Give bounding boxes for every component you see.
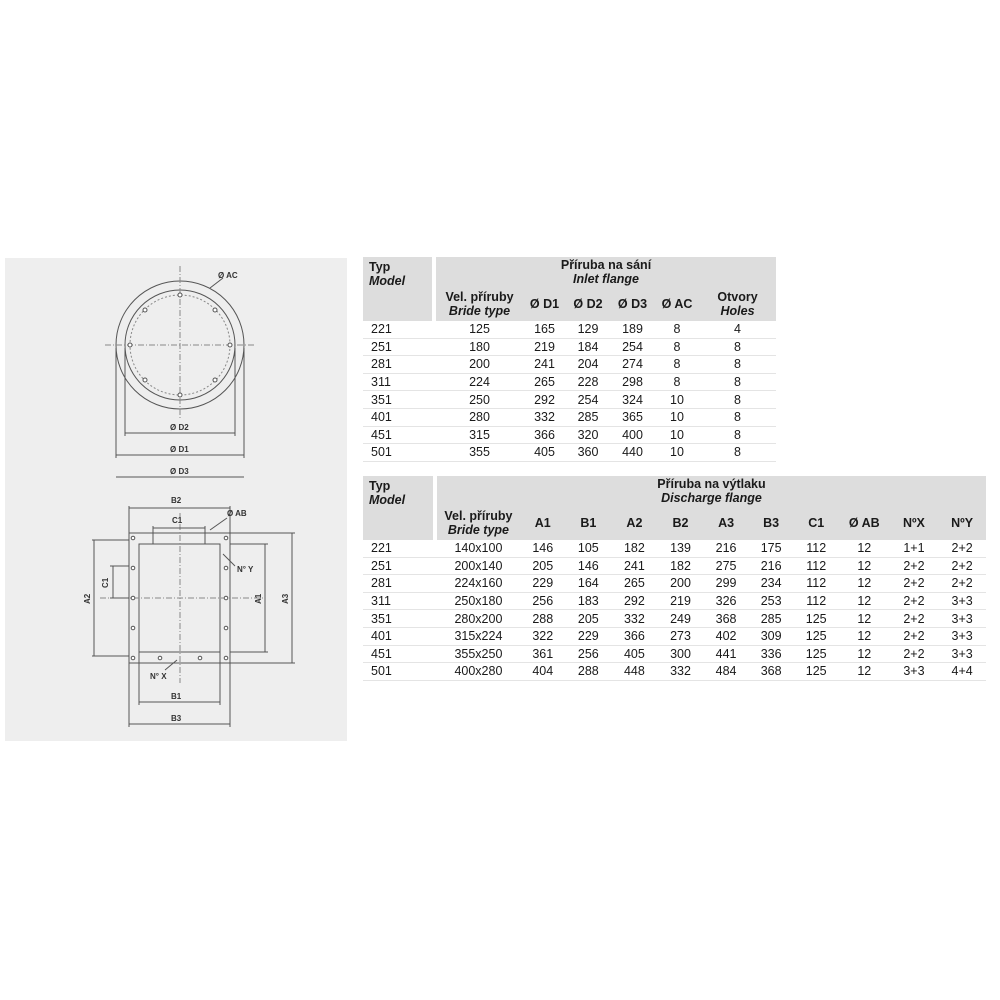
inlet-value-cell: 224: [436, 373, 523, 391]
discharge-model-cell: 251: [363, 557, 433, 575]
inlet-value-cell: 8: [699, 444, 776, 462]
discharge-value-cell: 332: [611, 610, 658, 628]
inlet-column-header: [436, 287, 523, 321]
discharge-value-cell: 146: [520, 540, 566, 557]
inlet-model-cell: 311: [363, 373, 432, 391]
discharge-value-cell: 241: [611, 557, 658, 575]
discharge-model-cell: 221: [363, 540, 433, 557]
discharge-group-title: Příruba na výtlaku: [657, 477, 766, 491]
discharge-column-header-label: NºX: [902, 516, 925, 530]
discharge-value-cell: 112: [793, 592, 839, 610]
discharge-typ-header: [363, 476, 433, 540]
table-row: [363, 373, 776, 391]
discharge-value-cell: 2+2: [890, 627, 939, 645]
discharge-column-header: [793, 506, 839, 540]
inlet-group-title: Příruba na sání: [560, 258, 652, 272]
discharge-value-cell: 2+2: [938, 557, 986, 575]
label-nx: N° X: [150, 672, 167, 681]
discharge-column-header-sublabel: Bride type: [447, 523, 510, 537]
discharge-value-cell: 140x100: [437, 540, 520, 557]
discharge-value-cell: 402: [703, 627, 749, 645]
discharge-value-cell: 253: [749, 592, 794, 610]
inlet-value-cell: 315: [436, 426, 523, 444]
inlet-model-label: Model: [369, 274, 406, 288]
discharge-value-cell: 205: [566, 610, 612, 628]
label-a3: A3: [281, 593, 290, 604]
discharge-column-header-label: A3: [718, 516, 735, 530]
discharge-model-cell: 451: [363, 645, 433, 663]
inlet-column-header: [566, 287, 610, 321]
discharge-value-cell: 182: [611, 540, 658, 557]
discharge-value-cell: 12: [839, 557, 890, 575]
table-row: [363, 557, 986, 575]
discharge-column-header: [611, 506, 658, 540]
discharge-value-cell: 250x180: [437, 592, 520, 610]
discharge-value-cell: 484: [703, 663, 749, 681]
discharge-value-cell: 2+2: [938, 575, 986, 593]
inlet-column-header-label: Ø D1: [529, 297, 560, 311]
inlet-value-cell: 400: [610, 426, 655, 444]
table-row: [363, 391, 776, 409]
inlet-value-cell: 125: [436, 321, 523, 338]
discharge-value-cell: 12: [839, 592, 890, 610]
inlet-model-cell: 251: [363, 338, 432, 356]
label-ac: Ø AC: [218, 271, 238, 280]
inlet-column-header-label: Ø D2: [573, 297, 603, 311]
discharge-value-cell: 2+2: [890, 592, 939, 610]
discharge-value-cell: 112: [793, 540, 839, 557]
discharge-column-header-label: A2: [626, 516, 643, 530]
inlet-value-cell: 405: [523, 444, 566, 462]
table-row: [363, 645, 986, 663]
discharge-value-cell: 3+3: [938, 627, 986, 645]
discharge-value-cell: 219: [658, 592, 704, 610]
inlet-value-cell: 8: [699, 426, 776, 444]
discharge-value-cell: 299: [703, 575, 749, 593]
discharge-value-cell: 146: [566, 557, 612, 575]
inlet-value-cell: 265: [523, 373, 566, 391]
discharge-value-cell: 292: [611, 592, 658, 610]
discharge-value-cell: 448: [611, 663, 658, 681]
inlet-flange-table: [363, 257, 776, 462]
discharge-column-header: [839, 506, 890, 540]
discharge-column-header: [566, 506, 612, 540]
table-row: [363, 627, 986, 645]
inlet-value-cell: 184: [566, 338, 610, 356]
inlet-column-header-label: Ø AC: [661, 297, 693, 311]
inlet-value-cell: 200: [436, 356, 523, 374]
discharge-value-cell: 125: [793, 610, 839, 628]
discharge-column-header: [938, 506, 986, 540]
discharge-column-header: [749, 506, 794, 540]
discharge-value-cell: 12: [839, 663, 890, 681]
discharge-value-cell: 285: [749, 610, 794, 628]
discharge-column-header: [437, 506, 520, 540]
discharge-value-cell: 12: [839, 645, 890, 663]
inlet-value-cell: 250: [436, 391, 523, 409]
inlet-group-header: [436, 257, 776, 287]
discharge-value-cell: 315x224: [437, 627, 520, 645]
inlet-value-cell: 10: [655, 444, 699, 462]
discharge-model-cell: 351: [363, 610, 433, 628]
discharge-value-cell: 322: [520, 627, 566, 645]
discharge-column-header: [658, 506, 704, 540]
inlet-value-cell: 4: [699, 321, 776, 338]
inlet-value-cell: 8: [655, 321, 699, 338]
discharge-value-cell: 105: [566, 540, 612, 557]
discharge-value-cell: 125: [793, 627, 839, 645]
discharge-value-cell: 200: [658, 575, 704, 593]
discharge-value-cell: 326: [703, 592, 749, 610]
discharge-value-cell: 12: [839, 627, 890, 645]
label-ny: N° Y: [237, 565, 254, 574]
inlet-model-cell: 281: [363, 356, 432, 374]
inlet-value-cell: 8: [655, 356, 699, 374]
inlet-typ-label: Typ: [369, 260, 391, 274]
table-row: [363, 426, 776, 444]
table-row: [363, 356, 776, 374]
discharge-column-header-label: Vel. příruby: [444, 509, 513, 523]
discharge-model-cell: 311: [363, 592, 433, 610]
discharge-value-cell: 4+4: [938, 663, 986, 681]
discharge-value-cell: 404: [520, 663, 566, 681]
discharge-column-header-label: B3: [763, 516, 780, 530]
label-d1: Ø D1: [170, 445, 189, 454]
discharge-value-cell: 1+1: [890, 540, 939, 557]
inlet-value-cell: 219: [523, 338, 566, 356]
discharge-value-cell: 256: [566, 645, 612, 663]
discharge-value-cell: 125: [793, 645, 839, 663]
inlet-value-cell: 254: [566, 391, 610, 409]
inlet-value-cell: 298: [610, 373, 655, 391]
discharge-flange-table: [363, 476, 986, 681]
discharge-value-cell: 216: [749, 557, 794, 575]
table-row: [363, 592, 986, 610]
discharge-value-cell: 309: [749, 627, 794, 645]
discharge-value-cell: 3+3: [938, 610, 986, 628]
inlet-column-header: [699, 287, 776, 321]
flange-drawing-panel: [5, 258, 347, 741]
discharge-value-cell: 280x200: [437, 610, 520, 628]
discharge-value-cell: 164: [566, 575, 612, 593]
discharge-value-cell: 361: [520, 645, 566, 663]
discharge-value-cell: 112: [793, 575, 839, 593]
inlet-column-header-sublabel: Bride type: [448, 304, 511, 318]
label-a2: A2: [83, 593, 92, 604]
discharge-value-cell: 12: [839, 610, 890, 628]
inlet-value-cell: 8: [699, 408, 776, 426]
discharge-value-cell: 2+2: [890, 557, 939, 575]
discharge-column-header: [703, 506, 749, 540]
discharge-column-header-label: NºY: [951, 516, 974, 530]
discharge-value-cell: 300: [658, 645, 704, 663]
discharge-value-cell: 182: [658, 557, 704, 575]
table-row: [363, 444, 776, 462]
inlet-column-header: [610, 287, 655, 321]
table-row: [363, 408, 776, 426]
inlet-value-cell: 8: [699, 356, 776, 374]
table-row: [363, 575, 986, 593]
discharge-value-cell: 3+3: [890, 663, 939, 681]
discharge-value-cell: 405: [611, 645, 658, 663]
table-row: [363, 610, 986, 628]
discharge-value-cell: 288: [520, 610, 566, 628]
discharge-value-cell: 275: [703, 557, 749, 575]
discharge-value-cell: 224x160: [437, 575, 520, 593]
inlet-value-cell: 8: [699, 338, 776, 356]
inlet-column-header: [523, 287, 566, 321]
label-d3: Ø D3: [170, 467, 189, 476]
discharge-value-cell: 2+2: [938, 540, 986, 557]
discharge-value-cell: 200x140: [437, 557, 520, 575]
discharge-value-cell: 183: [566, 592, 612, 610]
inlet-value-cell: 10: [655, 408, 699, 426]
discharge-value-cell: 273: [658, 627, 704, 645]
inlet-value-cell: 228: [566, 373, 610, 391]
inlet-value-cell: 129: [566, 321, 610, 338]
table-row: [363, 540, 986, 557]
inlet-value-cell: 204: [566, 356, 610, 374]
table-row: [363, 321, 776, 338]
discharge-model-cell: 501: [363, 663, 433, 681]
discharge-value-cell: 400x280: [437, 663, 520, 681]
discharge-group-subtitle: Discharge flange: [661, 491, 762, 505]
inlet-column-header-label: Ø D3: [617, 297, 648, 311]
inlet-value-cell: 285: [566, 408, 610, 426]
inlet-value-cell: 440: [610, 444, 655, 462]
discharge-value-cell: 12: [839, 540, 890, 557]
discharge-value-cell: 265: [611, 575, 658, 593]
discharge-value-cell: 368: [703, 610, 749, 628]
label-b2: B2: [171, 496, 182, 505]
inlet-value-cell: 320: [566, 426, 610, 444]
inlet-value-cell: 8: [699, 373, 776, 391]
inlet-value-cell: 324: [610, 391, 655, 409]
inlet-value-cell: 280: [436, 408, 523, 426]
discharge-value-cell: 229: [520, 575, 566, 593]
inlet-value-cell: 292: [523, 391, 566, 409]
discharge-typ-label: Typ: [369, 479, 391, 493]
inlet-value-cell: 189: [610, 321, 655, 338]
inlet-column-header: [655, 287, 699, 321]
discharge-model-label: Model: [369, 493, 406, 507]
flange-drawings: [5, 258, 347, 741]
table-row: [363, 338, 776, 356]
inlet-group-subtitle: Inlet flange: [573, 272, 639, 286]
inlet-value-cell: 355: [436, 444, 523, 462]
inlet-model-cell: 351: [363, 391, 432, 409]
discharge-value-cell: 139: [658, 540, 704, 557]
inlet-value-cell: 274: [610, 356, 655, 374]
discharge-value-cell: 288: [566, 663, 612, 681]
discharge-value-cell: 366: [611, 627, 658, 645]
discharge-value-cell: 205: [520, 557, 566, 575]
discharge-value-cell: 3+3: [938, 645, 986, 663]
inlet-value-cell: 366: [523, 426, 566, 444]
discharge-value-cell: 3+3: [938, 592, 986, 610]
discharge-value-cell: 368: [749, 663, 794, 681]
discharge-model-cell: 281: [363, 575, 433, 593]
discharge-value-cell: 234: [749, 575, 794, 593]
inlet-value-cell: 365: [610, 408, 655, 426]
inlet-value-cell: 8: [655, 373, 699, 391]
inlet-value-cell: 165: [523, 321, 566, 338]
inlet-value-cell: 8: [699, 391, 776, 409]
inlet-column-header-sublabel: Holes: [720, 304, 755, 318]
inlet-column-header-label: Otvory: [717, 290, 758, 304]
discharge-value-cell: 12: [839, 575, 890, 593]
label-c1-top: C1: [172, 516, 183, 525]
label-c1-side: C1: [101, 577, 110, 588]
label-b1: B1: [171, 692, 182, 701]
discharge-column-header-label: B1: [580, 516, 597, 530]
discharge-column-header-label: A1: [534, 516, 551, 530]
discharge-value-cell: 256: [520, 592, 566, 610]
discharge-value-cell: 332: [658, 663, 704, 681]
discharge-column-header: [890, 506, 939, 540]
table-row: [363, 663, 986, 681]
inlet-column-header-label: Vel. příruby: [445, 290, 514, 304]
inlet-model-cell: 451: [363, 426, 432, 444]
discharge-value-cell: 2+2: [890, 575, 939, 593]
discharge-model-cell: 401: [363, 627, 433, 645]
inlet-model-cell: 401: [363, 408, 432, 426]
inlet-value-cell: 360: [566, 444, 610, 462]
label-b3: B3: [171, 714, 182, 723]
discharge-value-cell: 112: [793, 557, 839, 575]
discharge-column-header-label: C1: [808, 516, 825, 530]
discharge-value-cell: 2+2: [890, 610, 939, 628]
discharge-column-header-label: B2: [672, 516, 689, 530]
inlet-model-cell: 501: [363, 444, 432, 462]
inlet-value-cell: 241: [523, 356, 566, 374]
discharge-value-cell: 249: [658, 610, 704, 628]
inlet-value-cell: 10: [655, 426, 699, 444]
label-a1: A1: [254, 593, 263, 604]
inlet-model-cell: 221: [363, 321, 432, 338]
discharge-value-cell: 216: [703, 540, 749, 557]
discharge-column-header-label: Ø AB: [848, 516, 880, 530]
inlet-value-cell: 8: [655, 338, 699, 356]
discharge-value-cell: 336: [749, 645, 794, 663]
discharge-value-cell: 175: [749, 540, 794, 557]
label-d2: Ø D2: [170, 423, 189, 432]
discharge-value-cell: 125: [793, 663, 839, 681]
inlet-value-cell: 332: [523, 408, 566, 426]
discharge-value-cell: 355x250: [437, 645, 520, 663]
inlet-typ-header: [363, 257, 432, 321]
inlet-value-cell: 180: [436, 338, 523, 356]
inlet-value-cell: 254: [610, 338, 655, 356]
label-ab: Ø AB: [227, 509, 247, 518]
discharge-column-header: [520, 506, 566, 540]
discharge-value-cell: 2+2: [890, 645, 939, 663]
discharge-value-cell: 229: [566, 627, 612, 645]
inlet-value-cell: 10: [655, 391, 699, 409]
discharge-group-header: [437, 476, 986, 506]
discharge-value-cell: 441: [703, 645, 749, 663]
